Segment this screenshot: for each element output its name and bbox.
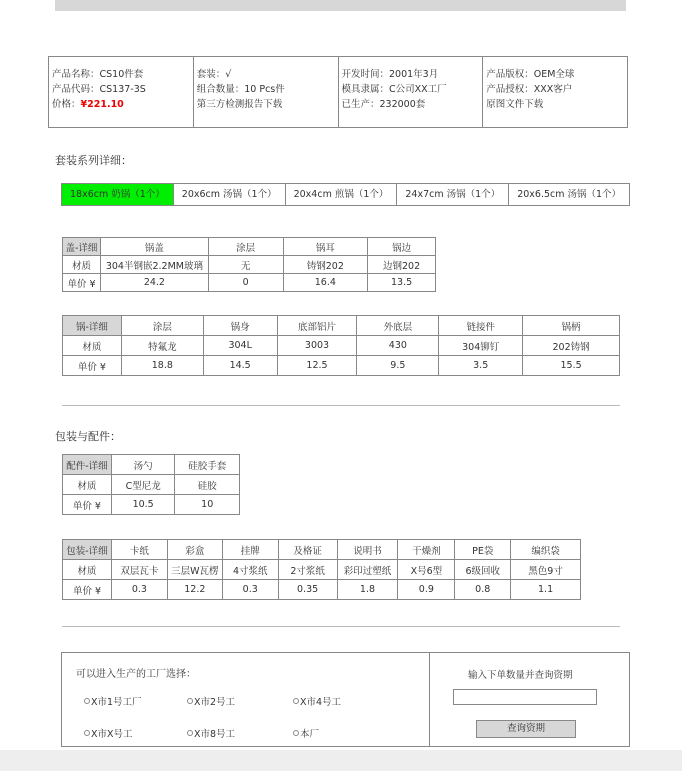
table-cell: 材质: [63, 336, 122, 356]
table-cell: 底部铝片: [277, 316, 357, 336]
table-cell: 0: [208, 274, 283, 292]
tab-item[interactable]: 20x4cm 煎锅（1个）: [285, 184, 397, 205]
factory-select-title: 可以进入生产的工厂选择：: [76, 669, 196, 680]
combo-quantity: 组合数量：10 Pcs件: [196, 84, 285, 95]
table-cell: 单价 ¥: [63, 356, 122, 376]
table-cell: 0.3: [111, 580, 167, 600]
table-cell: 材质: [63, 560, 112, 580]
table-cell: 3.5: [439, 356, 523, 376]
table-cell: 202铸钢: [523, 336, 620, 356]
info-column-3: [338, 57, 483, 127]
table-cell: 6级回收: [455, 560, 511, 580]
table-cell: 15.5: [523, 356, 620, 376]
table-cell: 18.8: [121, 356, 203, 376]
radio-icon[interactable]: [84, 730, 90, 736]
radio-icon[interactable]: [187, 730, 193, 736]
table-cell: 链接件: [439, 316, 523, 336]
lid-detail-table: [62, 237, 436, 292]
report-download-link[interactable]: 第三方检测报告下载: [196, 99, 283, 110]
table-cell: 盖-详细: [63, 238, 101, 256]
table-cell: 9.5: [357, 356, 439, 376]
tab-item[interactable]: 20x6.5cm 汤锅（1个）: [508, 184, 629, 205]
divider: [62, 405, 620, 406]
product-name: 产品名称：CS10件套: [52, 69, 144, 80]
table-cell: 外底层: [357, 316, 439, 336]
factory-radio-option[interactable]: [293, 726, 319, 740]
table-cell: 1.8: [337, 580, 398, 600]
pot-detail-table: [62, 315, 620, 376]
radio-label: X市2号工: [194, 697, 236, 708]
table-cell: 0.9: [398, 580, 455, 600]
table-cell: 12.5: [277, 356, 357, 376]
table-cell: 0.3: [222, 580, 278, 600]
radio-label: X市1号工厂: [91, 697, 142, 708]
table-cell: 单价 ¥: [63, 274, 101, 292]
table-cell: 10: [175, 495, 240, 515]
set-tabs: [61, 183, 630, 206]
info-column-2: [193, 57, 338, 127]
divider: [62, 626, 620, 627]
product-info-box: [48, 56, 628, 128]
factory-radio-option[interactable]: [84, 694, 142, 708]
table-cell: 铸钢202: [283, 256, 368, 274]
packaging-detail-table: [62, 539, 581, 600]
table-cell: 编织袋: [511, 540, 581, 560]
product-code: 产品代码：CS137-3S: [52, 84, 146, 95]
radio-label: 本厂: [300, 729, 320, 740]
table-cell: 4寸浆纸: [222, 560, 278, 580]
table-cell: 材质: [63, 475, 112, 495]
table-cell: 16.4: [283, 274, 368, 292]
table-cell: 硅胶: [175, 475, 240, 495]
table-cell: 硅胶手套: [175, 455, 240, 475]
tab-item[interactable]: 20x6cm 汤锅（1个）: [173, 184, 285, 205]
table-cell: 3003: [277, 336, 357, 356]
table-cell: 2寸浆纸: [278, 560, 337, 580]
tab-item[interactable]: 24x7cm 汤锅（1个）: [396, 184, 508, 205]
radio-label: X市8号工: [194, 729, 236, 740]
table-cell: 边钢202: [368, 256, 436, 274]
table-cell: X号6型: [398, 560, 455, 580]
table-cell: 0.35: [278, 580, 337, 600]
table-cell: 10.5: [111, 495, 175, 515]
radio-icon[interactable]: [293, 730, 299, 736]
table-cell: 配件-详细: [63, 455, 112, 475]
table-cell: C型尼龙: [111, 475, 175, 495]
info-column-1: [49, 57, 193, 127]
table-cell: 锅-详细: [63, 316, 122, 336]
factory-radio-option[interactable]: [84, 726, 133, 740]
set-series-title: 套装系列详细：: [55, 154, 132, 167]
accessory-detail-table: [62, 454, 240, 515]
table-cell: 14.5: [203, 356, 277, 376]
mold-owner: 模具隶属：C公司XX工厂: [341, 84, 447, 95]
table-cell: 锅柄: [523, 316, 620, 336]
query-title: 输入下单数量并查询资期: [468, 670, 573, 681]
table-cell: 材质: [63, 256, 101, 274]
table-cell: 包装-详细: [63, 540, 112, 560]
table-cell: 彩印过塑纸: [337, 560, 398, 580]
footer-bar: [0, 750, 682, 771]
packaging-title: 包装与配件：: [55, 430, 121, 443]
table-cell: 涂层: [208, 238, 283, 256]
table-cell: 13.5: [368, 274, 436, 292]
factory-radio-option[interactable]: [187, 694, 235, 708]
tab-item[interactable]: 18x6cm 奶锅（1个）: [62, 184, 173, 205]
table-cell: 双层瓦卡: [111, 560, 167, 580]
table-cell: 黑色9寸: [511, 560, 581, 580]
radio-label: X市4号工: [300, 697, 342, 708]
table-cell: 汤勺: [111, 455, 175, 475]
factory-radio-option[interactable]: [293, 694, 341, 708]
factory-select-panel: [62, 653, 430, 746]
info-column-4: [482, 57, 627, 127]
table-cell: 彩盒: [167, 540, 222, 560]
table-cell: 三层W瓦楞: [167, 560, 222, 580]
table-cell: 锅盖: [100, 238, 208, 256]
license: 产品授权：XXX客户: [486, 84, 573, 95]
table-cell: 锅耳: [283, 238, 368, 256]
copyright: 产品版权：OEM全球: [486, 69, 575, 80]
radio-icon[interactable]: [84, 698, 90, 704]
price-label: 价格：: [52, 99, 81, 110]
table-cell: 304L: [203, 336, 277, 356]
produced-count: 已生产：232000套: [341, 99, 426, 110]
query-button[interactable]: 查询资期: [476, 720, 576, 738]
table-cell: 12.2: [167, 580, 222, 600]
table-cell: 无: [208, 256, 283, 274]
table-cell: 及格证: [278, 540, 337, 560]
table-cell: 304半钢嵌2.2MM玻璃: [100, 256, 208, 274]
table-cell: 锅身: [203, 316, 277, 336]
table-cell: 1.1: [511, 580, 581, 600]
table-cell: 单价 ¥: [63, 580, 112, 600]
radio-icon[interactable]: [293, 698, 299, 704]
table-cell: 说明书: [337, 540, 398, 560]
top-bar: [55, 0, 626, 11]
table-cell: PE袋: [455, 540, 511, 560]
order-quantity-input[interactable]: [453, 689, 597, 705]
table-cell: 涂层: [121, 316, 203, 336]
factory-query-box: [61, 652, 630, 747]
table-cell: 430: [357, 336, 439, 356]
table-cell: 干燥剂: [398, 540, 455, 560]
radio-label: X市X号工: [91, 729, 133, 740]
table-cell: 24.2: [100, 274, 208, 292]
source-file-download-link[interactable]: 原图文件下载: [486, 99, 544, 110]
table-cell: 0.8: [455, 580, 511, 600]
factory-radio-option[interactable]: [187, 726, 235, 740]
table-cell: 锅边: [368, 238, 436, 256]
dev-time: 开发时间：2001年3月: [341, 69, 439, 80]
radio-icon[interactable]: [187, 698, 193, 704]
price-value: ¥221.10: [80, 99, 124, 110]
table-cell: 单价 ¥: [63, 495, 112, 515]
table-cell: 304铆钉: [439, 336, 523, 356]
table-cell: 挂牌: [222, 540, 278, 560]
table-cell: 卡纸: [111, 540, 167, 560]
set-flag: 套装：√: [196, 69, 232, 80]
table-cell: 特氟龙: [121, 336, 203, 356]
product-price-row: [52, 97, 193, 112]
